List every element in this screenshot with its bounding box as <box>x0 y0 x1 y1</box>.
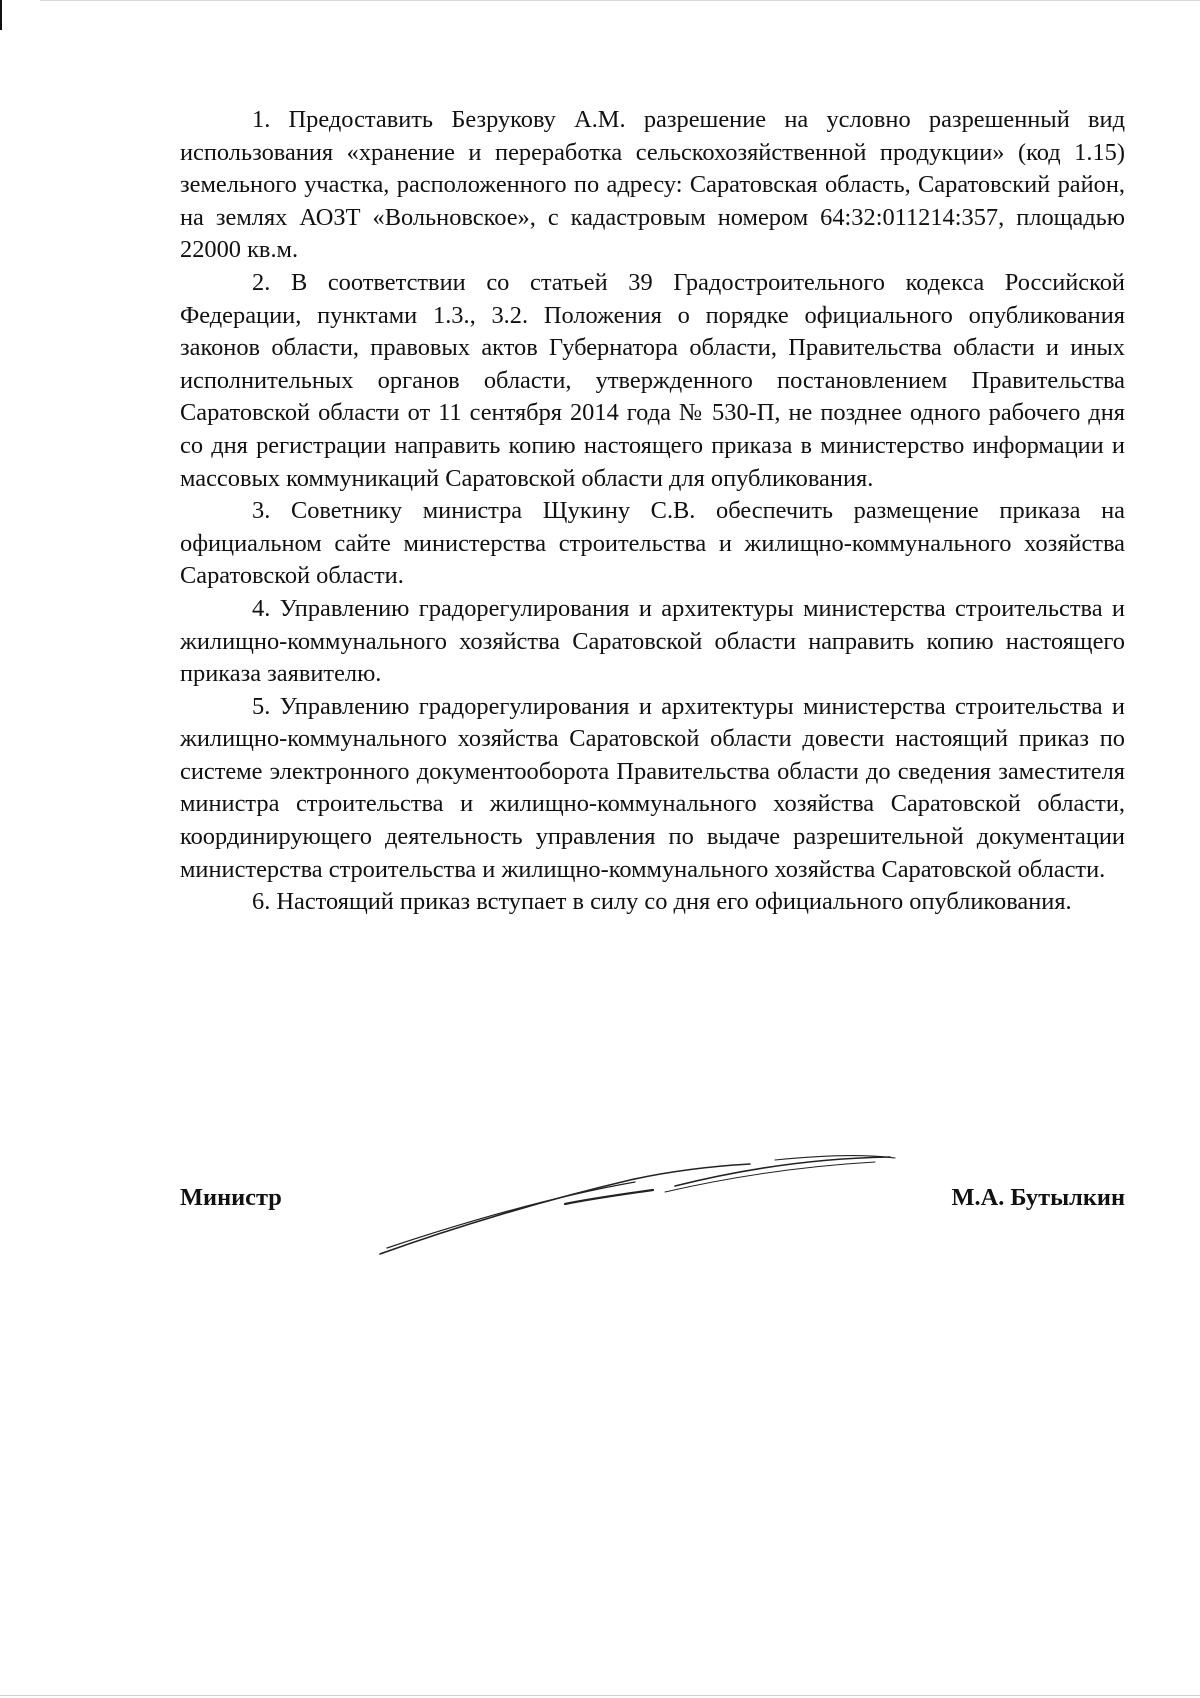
signature-stroke-4 <box>675 1157 890 1186</box>
scan-edge-left <box>0 0 2 30</box>
signatory-position: Министр <box>180 1184 282 1211</box>
scan-edge-bottom <box>0 1695 1200 1696</box>
paragraph-4: 4. Управлению градорегулирования и архитектуры министерства строительства и жилищно-коммунального хозяйства Саратовской области направить копию настоящего приказа заявителю. <box>180 594 1125 688</box>
paragraph-3: 3. Советнику министра Щукину С.В. обеспечить размещение приказа на официальном сайте министерства строительства и жилищно-коммунального хозяйства Саратовской области. <box>180 497 1125 590</box>
paragraph-2: 2. В соответствии со статьей 39 Градостроительного кодекса Российской Федерации, пунктами 1.3., 3.2. Положения о порядке официального опубликования законов области, правовых актов Губернатора области, Правительства области и иных исполнительных органов области, утвержденного постановлением Правительства Саратовской области от 11 сентября 2014 года № 530-П, не позднее одного рабочего дня со дня регистрации направить копию настоящего приказа в министерство информации и массовых коммуникаций Саратовской области для опубликования. <box>180 268 1125 492</box>
paragraph-6: 6. Настоящий приказ вступает в силу со дня его официального опубликования. <box>252 888 1072 916</box>
document-body <box>180 104 1125 919</box>
signature-block <box>180 1180 1125 1300</box>
signatory-name: М.А. Бутылкин <box>951 1184 1125 1211</box>
scan-edge-top <box>40 0 1200 1</box>
paragraph-5: 5. Управлению градорегулирования и архитектуры министерства строительства и жилищно-коммунального хозяйства Саратовской области довести настоящий приказ по системе электронного документооборота Правительства области до сведения заместителя министра строительства и жилищно-коммунального хозяйства Саратовской области, координирующего деятельность управления по выдаче разрешительной документации министерства строительства и жилищно-коммунального хозяйства Саратовской области. <box>180 692 1125 883</box>
paragraph-1: 1. Предоставить Безрукову А.М. разрешение на условно разрешенный вид использования «хранение и переработка сельскохозяйственной продукции» (код 1.15) земельного участка, расположенного по адресу: Саратовская область, Саратовский район, на землях АОЗТ «Вольновское», с кадастровым номером 64:32:011214:357, площадью 22000 кв.м. <box>180 106 1125 264</box>
signature-stroke-1 <box>380 1164 750 1254</box>
